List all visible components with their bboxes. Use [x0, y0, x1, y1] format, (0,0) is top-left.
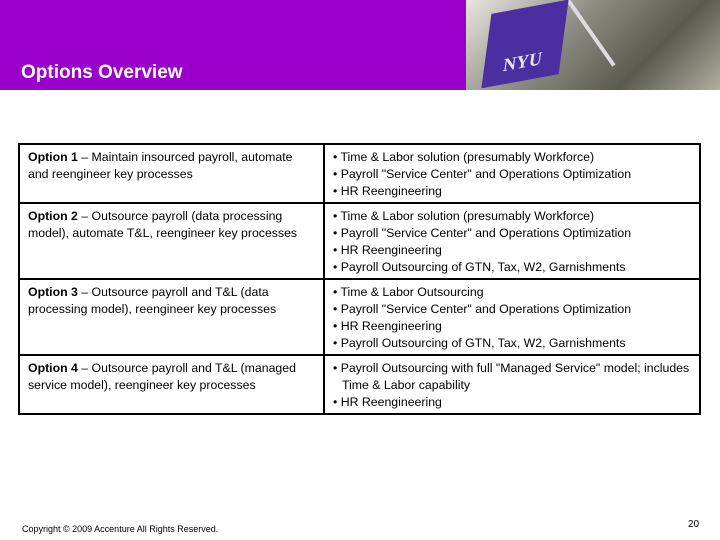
option-label: Option 3: [28, 285, 78, 299]
option-description: [19, 355, 324, 414]
bullet-item: • HR Reengineering: [333, 395, 442, 409]
bullet-item: • Time & Labor Outsourcing: [333, 285, 484, 299]
bullet-item: • Payroll "Service Center" and Operations Optimization: [333, 226, 632, 240]
option-details: [324, 355, 700, 414]
option-details: [324, 203, 700, 279]
options-table: [18, 143, 701, 415]
nyu-flag: NYU: [481, 0, 568, 88]
title-banner: [0, 0, 466, 90]
nyu-flag-photo: [466, 0, 720, 90]
page-title: Options Overview: [21, 62, 183, 83]
table-row: [19, 203, 700, 279]
option-label: Option 1: [28, 150, 78, 164]
bullet-item: • Time & Labor solution (presumably Workforce): [333, 150, 595, 164]
option-desc: – Outsource payroll (data processing model), automate T&L, reengineer key processes: [28, 209, 298, 240]
table-row: [19, 144, 700, 203]
option-label: Option 2: [28, 209, 78, 223]
option-desc: – Outsource payroll and T&L (managed service model), reengineer key processes: [28, 361, 296, 392]
flagpole: [566, 0, 615, 67]
bullet-item: • HR Reengineering: [333, 184, 442, 198]
bullet-item: • Payroll Outsourcing of GTN, Tax, W2, Garnishments: [333, 336, 626, 350]
option-description: [19, 279, 324, 355]
bullet-item: • HR Reengineering: [333, 243, 442, 257]
option-desc: – Outsource payroll and T&L (data processing model), reengineer key processes: [28, 285, 277, 316]
table-row: [19, 355, 700, 414]
bullet-item: • Payroll "Service Center" and Operations Optimization: [333, 167, 632, 181]
table-row: [19, 279, 700, 355]
bullet-item: • Payroll Outsourcing of GTN, Tax, W2, Garnishments: [333, 260, 626, 274]
option-description: [19, 144, 324, 203]
bullet-item: • HR Reengineering: [333, 319, 442, 333]
option-description: [19, 203, 324, 279]
option-label: Option 4: [28, 361, 78, 375]
bullet-item: • Payroll Outsourcing with full "Managed Service" model; includes Time & Labor capability: [333, 361, 690, 392]
copyright: Copyright © 2009 Accenture All Rights Reserved.: [22, 524, 219, 534]
bullet-item: • Time & Labor solution (presumably Workforce): [333, 209, 595, 223]
option-details: [324, 279, 700, 355]
page-number: 20: [688, 519, 700, 530]
option-details: [324, 144, 700, 203]
option-desc: – Maintain insourced payroll, automate and reengineer key processes: [28, 150, 293, 181]
bullet-item: • Payroll "Service Center" and Operations Optimization: [333, 302, 632, 316]
